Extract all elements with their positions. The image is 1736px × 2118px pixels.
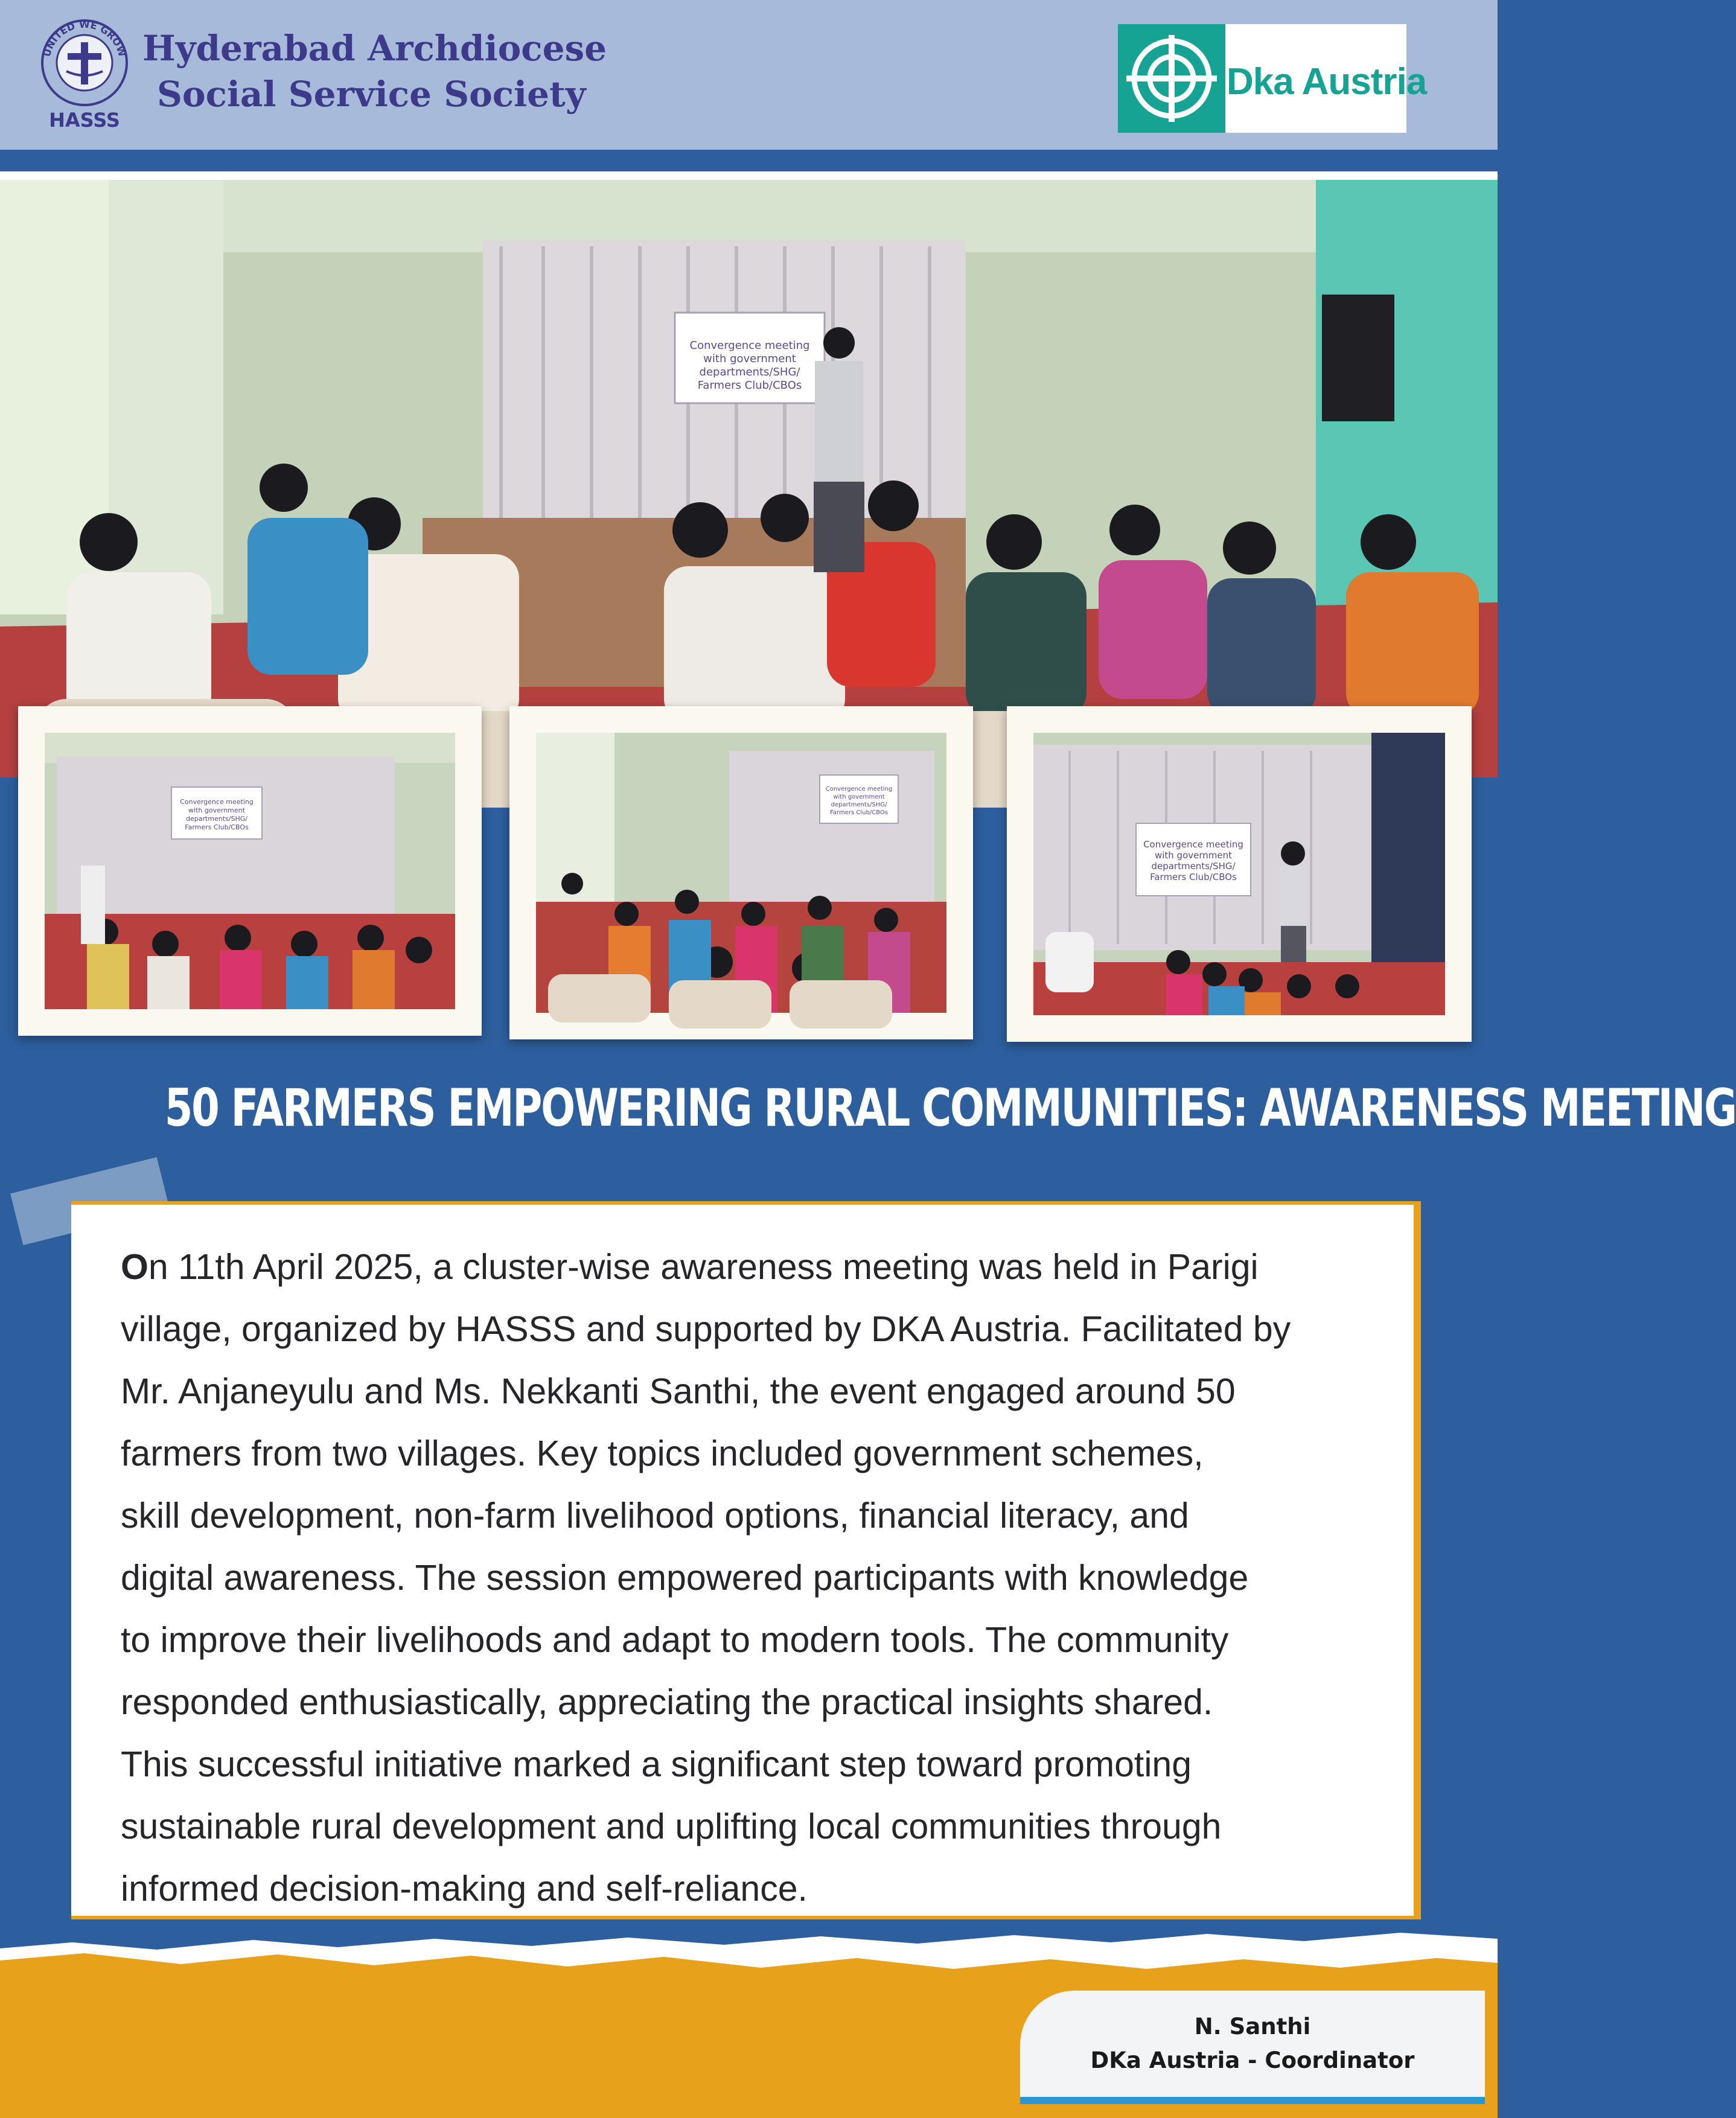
article-line: sustainable rural development and uplifting local communities through bbox=[121, 1807, 1222, 1846]
article-body bbox=[121, 1236, 1400, 1920]
article-line: village, organized by HASSS and supported by DKA Austria. Facilitated by bbox=[121, 1309, 1291, 1349]
dka-austria-logo bbox=[1118, 24, 1427, 133]
seal-acronym: HASSS bbox=[49, 109, 120, 132]
article-line: On 11th April 2025, a cluster-wise awareness meeting was held in Parigi bbox=[121, 1247, 1259, 1287]
article-line: digital awareness. The session empowered participants with knowledge bbox=[121, 1558, 1249, 1598]
meeting-photo-2 bbox=[509, 706, 973, 1039]
svg-text:Convergence meeting: Convergence meeting bbox=[180, 798, 254, 806]
dka-logo-text: Dka Austria bbox=[1227, 61, 1427, 103]
svg-text:Farmers Club/CBOs: Farmers Club/CBOs bbox=[185, 823, 249, 831]
header-divider bbox=[0, 150, 1498, 171]
article-line: farmers from two villages. Key topics included government schemes, bbox=[121, 1434, 1204, 1473]
svg-text:with government: with government bbox=[1154, 850, 1233, 861]
hasss-seal-logo bbox=[36, 16, 133, 132]
drop-initial: O bbox=[121, 1247, 148, 1287]
signature-name: N. Santhi bbox=[1194, 2014, 1311, 2040]
seal-arc-text: UNITED WE GROW bbox=[40, 18, 129, 59]
svg-text:Convergence meeting: Convergence meeting bbox=[825, 786, 893, 793]
dka-mark-icon bbox=[1118, 24, 1225, 133]
article-line: informed decision-making and self-reliance. bbox=[121, 1869, 808, 1909]
svg-text:departments/SHG/: departments/SHG/ bbox=[1151, 861, 1236, 872]
signature-role: DKa Austria - Coordinator bbox=[1090, 2047, 1415, 2073]
article-line: responded enthusiastically, appreciating the practical insights shared. bbox=[121, 1682, 1213, 1722]
svg-text:with government: with government bbox=[188, 806, 245, 814]
org-name-line2: Social Service Society bbox=[157, 74, 586, 115]
svg-text:departments/SHG/: departments/SHG/ bbox=[186, 815, 247, 823]
svg-text:departments/SHG/: departments/SHG/ bbox=[831, 802, 887, 808]
article-line: skill development, non-farm livelihood options, financial literacy, and bbox=[121, 1496, 1189, 1536]
article-line: Mr. Anjaneyulu and Ms. Nekkanti Santhi, the event engaged around 50 bbox=[121, 1371, 1236, 1411]
page-headline: 50 FARMERS EMPOWERING RURAL COMMUNITIES: AWARENESS MEETING bbox=[164, 1078, 1736, 1138]
banner-text-main bbox=[690, 339, 810, 392]
meeting-photo-3 bbox=[1007, 706, 1472, 1042]
meeting-main-photo bbox=[0, 180, 1498, 777]
article-line: This successful initiative marked a significant step toward promoting bbox=[121, 1744, 1192, 1784]
org-name-line1: Hyderabad Archdiocese bbox=[142, 28, 607, 69]
svg-text:Convergence meeting: Convergence meeting bbox=[1143, 839, 1243, 850]
banner-text-3 bbox=[1143, 839, 1243, 882]
svg-text:Farmers Club/CBOs: Farmers Club/CBOs bbox=[830, 809, 888, 816]
banner-text-1 bbox=[180, 798, 254, 831]
svg-text:Farmers Club/CBOs: Farmers Club/CBOs bbox=[697, 379, 802, 392]
svg-text:with government: with government bbox=[703, 352, 796, 365]
article-line: to improve their livelihoods and adapt to modern tools. The community bbox=[121, 1620, 1229, 1660]
svg-text:with government: with government bbox=[833, 794, 885, 800]
svg-text:departments/SHG/: departments/SHG/ bbox=[699, 366, 800, 378]
meeting-photo-1 bbox=[18, 706, 482, 1036]
svg-text:Convergence meeting: Convergence meeting bbox=[689, 339, 810, 352]
svg-text:Farmers Club/CBOs: Farmers Club/CBOs bbox=[1150, 872, 1237, 882]
header-gap bbox=[0, 171, 1498, 180]
